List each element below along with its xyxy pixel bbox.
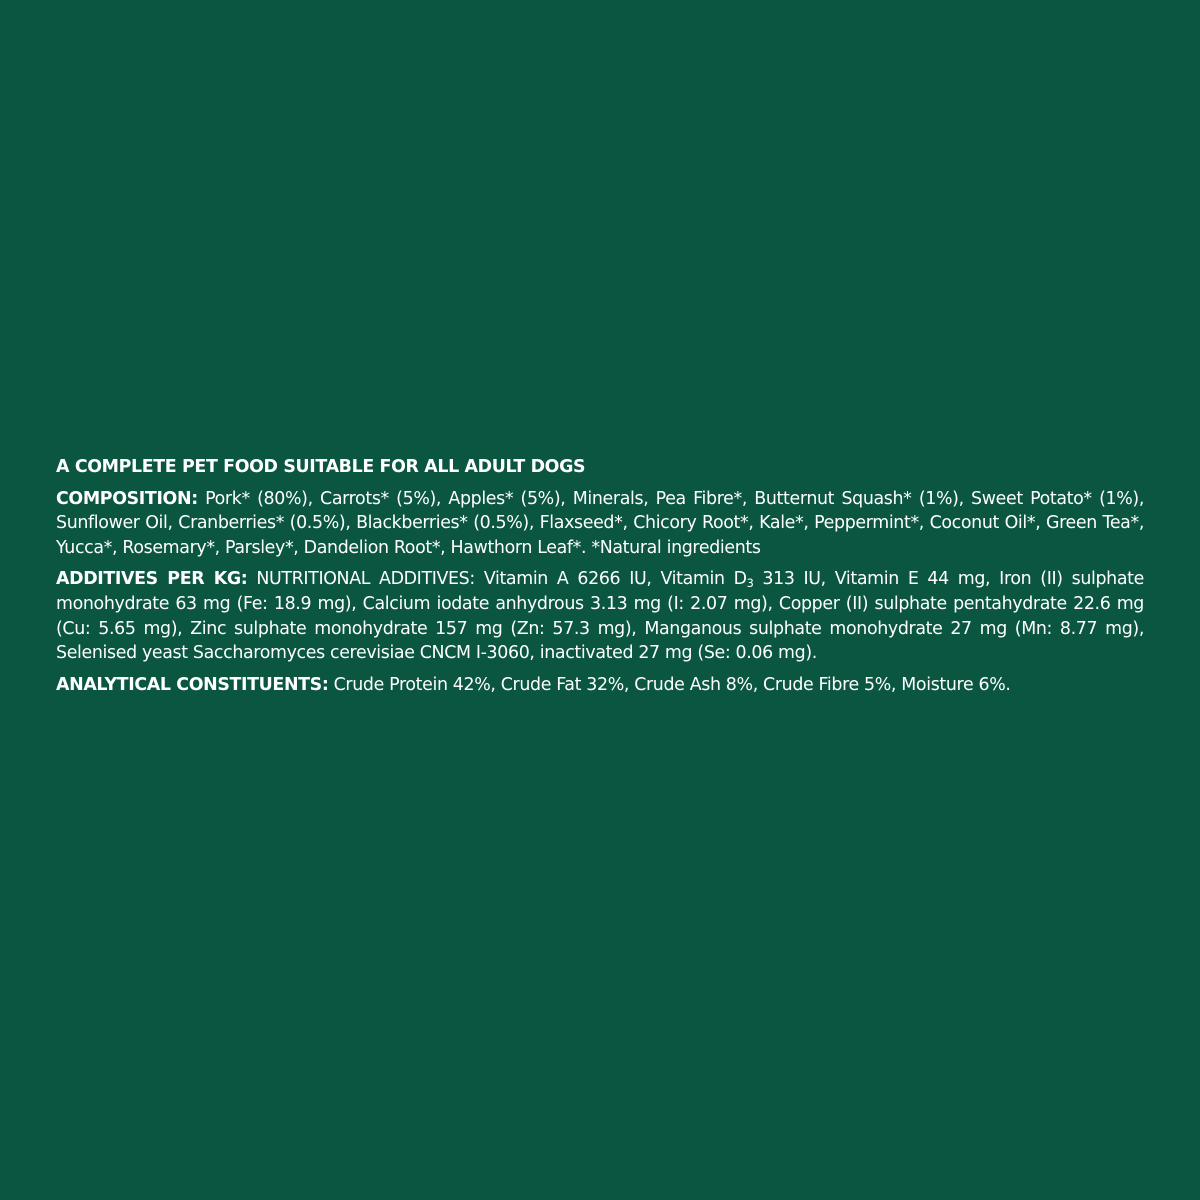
composition-heading: COMPOSITION: [56, 488, 198, 509]
analytical-heading: ANALYTICAL CONSTITUENTS: [56, 674, 329, 695]
ingredients-label [56, 455, 1144, 704]
additives-text-part2: 313 IU, Vitamin E 44 mg, Iron (II) sulphate monohydrate 63 mg (Fe: 18.9 mg), Calcium iodate anhydrous 3.13 mg (I: 2.07 mg), Copper (II) sulphate pentahydrate 22.6 mg (Cu: 5.65 mg), Zinc sulphate monohydrate 157 mg (Zn: 57.3 mg), Manganous sulphate monohydrate 27 mg (Mn: 8.77 mg), Selenised yeast Saccharomyces cerevisiae CNCM I-3060, inactivated 27 mg (Se: 0.06 mg). [56, 569, 1144, 664]
product-headline: A COMPLETE PET FOOD SUITABLE FOR ALL ADULT DOGS [56, 457, 586, 477]
analytical-text: Crude Protein 42%, Crude Fat 32%, Crude Ash 8%, Crude Fibre 5%, Moisture 6%. [333, 674, 1011, 695]
analytical-section [56, 673, 1144, 698]
composition-section [56, 487, 1144, 561]
vitamin-d-subscript: 3 [746, 577, 754, 591]
additives-heading: ADDITIVES PER KG: [56, 569, 248, 590]
additives-section [56, 567, 1144, 665]
composition-text: Pork* (80%), Carrots* (5%), Apples* (5%), Minerals, Pea Fibre*, Butternut Squash* (1%), Sweet Potato* (1%), Sunflower Oil, Cranberries* (0.5%), Blackberries* (0.5%), Flaxseed*, Chicory Root*, Kale*, Peppermint*, Coconut Oil*, Green Tea*, Yucca*, Rosemary*, Parsley*, Dandelion Root*, Hawthorn Leaf*. *Natural ingredients [56, 488, 1145, 558]
additives-text-part1: NUTRITIONAL ADDITIVES: Vitamin A 6266 IU, Vitamin D [256, 569, 747, 590]
